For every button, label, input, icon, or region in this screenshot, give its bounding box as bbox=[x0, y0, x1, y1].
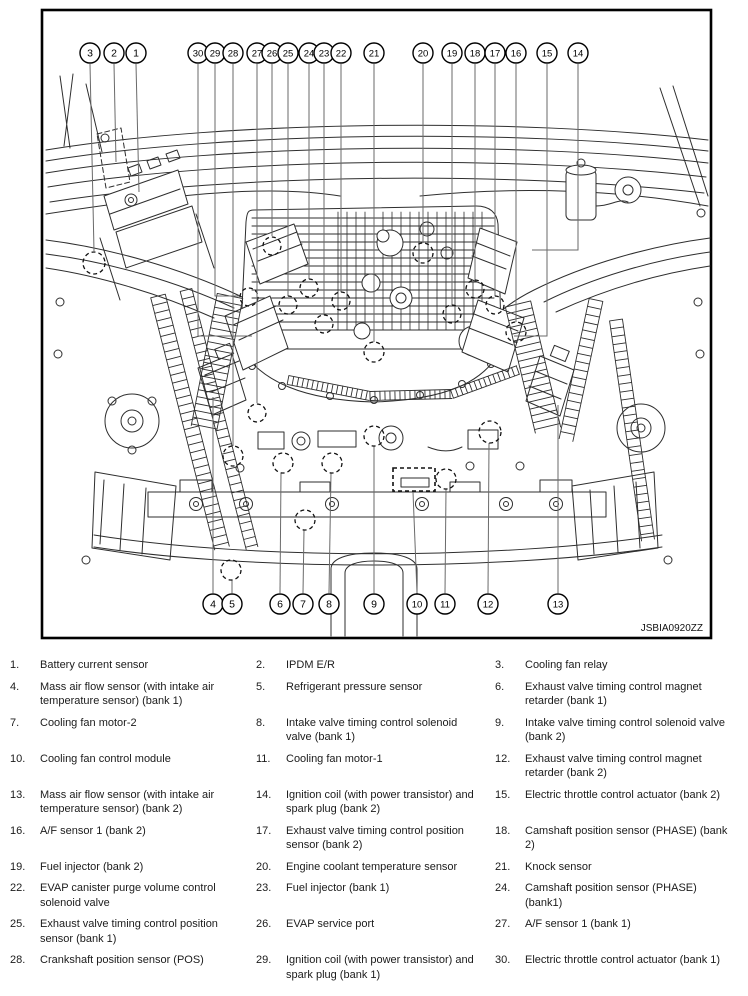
legend-item-text: Electric throttle control actuator (bank 2) bbox=[525, 788, 721, 801]
callout-number-7: 7 bbox=[300, 598, 306, 611]
legend-item-text: Battery current sensor bbox=[40, 659, 149, 671]
callout-number-21: 21 bbox=[368, 48, 380, 60]
legend-item-number: 9. bbox=[495, 716, 505, 729]
legend-item-number: 16. bbox=[10, 824, 26, 837]
legend-item-13 bbox=[10, 788, 256, 817]
legend-item-5 bbox=[256, 680, 495, 709]
legend-item-9 bbox=[495, 716, 748, 745]
legend-item-text: Knock sensor bbox=[525, 860, 592, 873]
callout-number-6: 6 bbox=[277, 598, 283, 611]
callout-number-13: 13 bbox=[552, 599, 564, 611]
callout-number-19: 19 bbox=[446, 48, 458, 60]
legend-item-text: Ignition coil (with power transistor) and spark plug (bank 2) bbox=[286, 788, 474, 815]
callout-number-14: 14 bbox=[572, 48, 584, 60]
legend-item-19 bbox=[10, 860, 256, 875]
callout-number-26: 26 bbox=[266, 48, 278, 60]
component-legend bbox=[0, 658, 748, 982]
figure-code-label: JSBIA0920ZZ bbox=[640, 623, 703, 634]
callout-number-11: 11 bbox=[440, 599, 450, 611]
legend-item-3 bbox=[495, 658, 748, 673]
legend-item-8 bbox=[256, 716, 495, 745]
legend-item-text: Refrigerant pressure sensor bbox=[286, 680, 423, 693]
legend-item-number: 17. bbox=[256, 824, 272, 837]
legend-item-number: 28. bbox=[10, 954, 26, 966]
legend-item-text: Engine coolant temperature sensor bbox=[286, 860, 458, 873]
callout-number-1: 1 bbox=[133, 47, 139, 60]
legend-item-number: 27. bbox=[495, 918, 511, 930]
legend-item-26 bbox=[256, 917, 495, 946]
legend-item-number: 24. bbox=[495, 882, 511, 894]
legend-item-text: Cooling fan motor-2 bbox=[40, 716, 137, 729]
legend-item-number: 6. bbox=[495, 680, 505, 693]
legend-item-text: Fuel injector (bank 1) bbox=[286, 882, 390, 894]
callout-number-29: 29 bbox=[209, 48, 221, 60]
callout-number-18: 18 bbox=[469, 48, 481, 60]
legend-item-text: Cooling fan motor-1 bbox=[286, 752, 383, 765]
legend-item-20 bbox=[256, 860, 495, 875]
legend-item-6 bbox=[495, 680, 748, 709]
legend-item-text: Cooling fan control module bbox=[40, 752, 171, 765]
legend-item-number: 4. bbox=[10, 680, 20, 693]
legend-item-text: Mass air flow sensor (with intake air temperature sensor) (bank 1) bbox=[40, 680, 215, 707]
legend-item-number: 14. bbox=[256, 788, 272, 801]
legend-item-text: Camshaft position sensor (PHASE) (bank 2) bbox=[525, 824, 728, 851]
legend-item-text: Cooling fan relay bbox=[525, 659, 608, 671]
callout-number-5: 5 bbox=[229, 598, 235, 611]
legend-item-28 bbox=[10, 953, 256, 982]
legend-item-text: Fuel injector (bank 2) bbox=[40, 860, 144, 873]
legend-item-number: 29. bbox=[256, 954, 272, 966]
callout-number-10: 10 bbox=[411, 599, 423, 611]
legend-item-text: Exhaust valve timing control position sensor (bank 2) bbox=[286, 824, 464, 851]
callout-number-16: 16 bbox=[510, 48, 522, 60]
legend-item-1 bbox=[10, 658, 256, 673]
legend-item-number: 21. bbox=[495, 860, 511, 873]
legend-item-text: IPDM E/R bbox=[286, 659, 335, 671]
legend-item-number: 20. bbox=[256, 860, 272, 873]
legend-item-number: 23. bbox=[256, 882, 272, 894]
legend-item-number: 15. bbox=[495, 788, 511, 801]
legend-item-number: 11. bbox=[256, 752, 271, 765]
legend-item-text: Crankshaft position sensor (POS) bbox=[40, 954, 204, 966]
legend-item-21 bbox=[495, 860, 748, 875]
legend-item-18 bbox=[495, 824, 748, 853]
legend-item-22 bbox=[10, 881, 256, 910]
legend-item-29 bbox=[256, 953, 495, 982]
legend-item-12 bbox=[495, 752, 748, 781]
legend-item-14 bbox=[256, 788, 495, 817]
legend-item-4 bbox=[10, 680, 256, 709]
callout-number-27: 27 bbox=[251, 48, 263, 60]
legend-item-text: A/F sensor 1 (bank 1) bbox=[525, 918, 631, 930]
legend-item-text: Intake valve timing control solenoid valve (bank 1) bbox=[286, 716, 458, 743]
legend-item-25 bbox=[10, 917, 256, 946]
legend-item-text: EVAP canister purge volume control solenoid valve bbox=[40, 882, 216, 909]
legend-item-10 bbox=[10, 752, 256, 781]
legend-item-number: 22. bbox=[10, 882, 26, 894]
legend-item-text: Exhaust valve timing control magnet retarder (bank 2) bbox=[525, 752, 702, 779]
callout-number-17: 17 bbox=[489, 48, 501, 60]
legend-item-text: Camshaft position sensor (PHASE) (bank1) bbox=[525, 882, 697, 909]
callout-number-12: 12 bbox=[482, 599, 494, 611]
legend-item-text: Mass air flow sensor (with intake air temperature sensor) (bank 2) bbox=[40, 788, 215, 815]
legend-item-text: Ignition coil (with power transistor) and spark plug (bank 1) bbox=[286, 954, 474, 981]
legend-item-17 bbox=[256, 824, 495, 853]
legend-item-number: 25. bbox=[10, 918, 26, 930]
legend-item-number: 26. bbox=[256, 918, 272, 930]
callout-number-22: 22 bbox=[335, 48, 347, 60]
legend-item-7 bbox=[10, 716, 256, 745]
legend-item-23 bbox=[256, 881, 495, 910]
legend-item-number: 18. bbox=[495, 824, 511, 837]
callout-number-28: 28 bbox=[227, 48, 239, 60]
callout-number-3: 3 bbox=[87, 47, 93, 60]
callout-number-23: 23 bbox=[318, 48, 330, 60]
legend-item-16 bbox=[10, 824, 256, 853]
legend-item-number: 3. bbox=[495, 659, 505, 671]
callout-number-8: 8 bbox=[326, 598, 332, 611]
callout-number-15: 15 bbox=[541, 48, 553, 60]
legend-item-27 bbox=[495, 917, 748, 946]
legend-item-text: Exhaust valve timing control magnet retarder (bank 1) bbox=[525, 680, 702, 707]
legend-item-text: Intake valve timing control solenoid valve (bank 2) bbox=[525, 716, 725, 743]
legend-item-text: Exhaust valve timing control position sensor (bank 1) bbox=[40, 918, 218, 945]
callout-number-25: 25 bbox=[282, 48, 294, 60]
legend-item-number: 8. bbox=[256, 716, 266, 729]
legend-item-number: 2. bbox=[256, 659, 266, 671]
legend-item-number: 30. bbox=[495, 954, 511, 966]
legend-item-text: Electric throttle control actuator (bank 1) bbox=[525, 954, 721, 966]
legend-item-number: 12. bbox=[495, 752, 511, 765]
legend-item-number: 5. bbox=[256, 680, 266, 693]
legend-item-2 bbox=[256, 658, 495, 673]
legend-item-text: A/F sensor 1 (bank 2) bbox=[40, 824, 146, 837]
legend-item-number: 7. bbox=[10, 716, 20, 729]
callout-number-4: 4 bbox=[210, 598, 216, 611]
callout-number-24: 24 bbox=[303, 48, 315, 60]
callout-number-30: 30 bbox=[192, 48, 204, 60]
legend-item-15 bbox=[495, 788, 748, 817]
legend-item-24 bbox=[495, 881, 748, 910]
legend-item-number: 13. bbox=[10, 788, 26, 801]
legend-item-number: 10. bbox=[10, 752, 26, 765]
callout-number-2: 2 bbox=[111, 47, 117, 60]
callout-number-20: 20 bbox=[417, 48, 429, 60]
legend-item-30 bbox=[495, 953, 748, 982]
legend-item-text: EVAP service port bbox=[286, 918, 375, 930]
callout-number-9: 9 bbox=[371, 598, 377, 611]
legend-item-11 bbox=[256, 752, 495, 781]
legend-item-number: 19. bbox=[10, 860, 26, 873]
legend-item-number: 1. bbox=[10, 659, 20, 671]
